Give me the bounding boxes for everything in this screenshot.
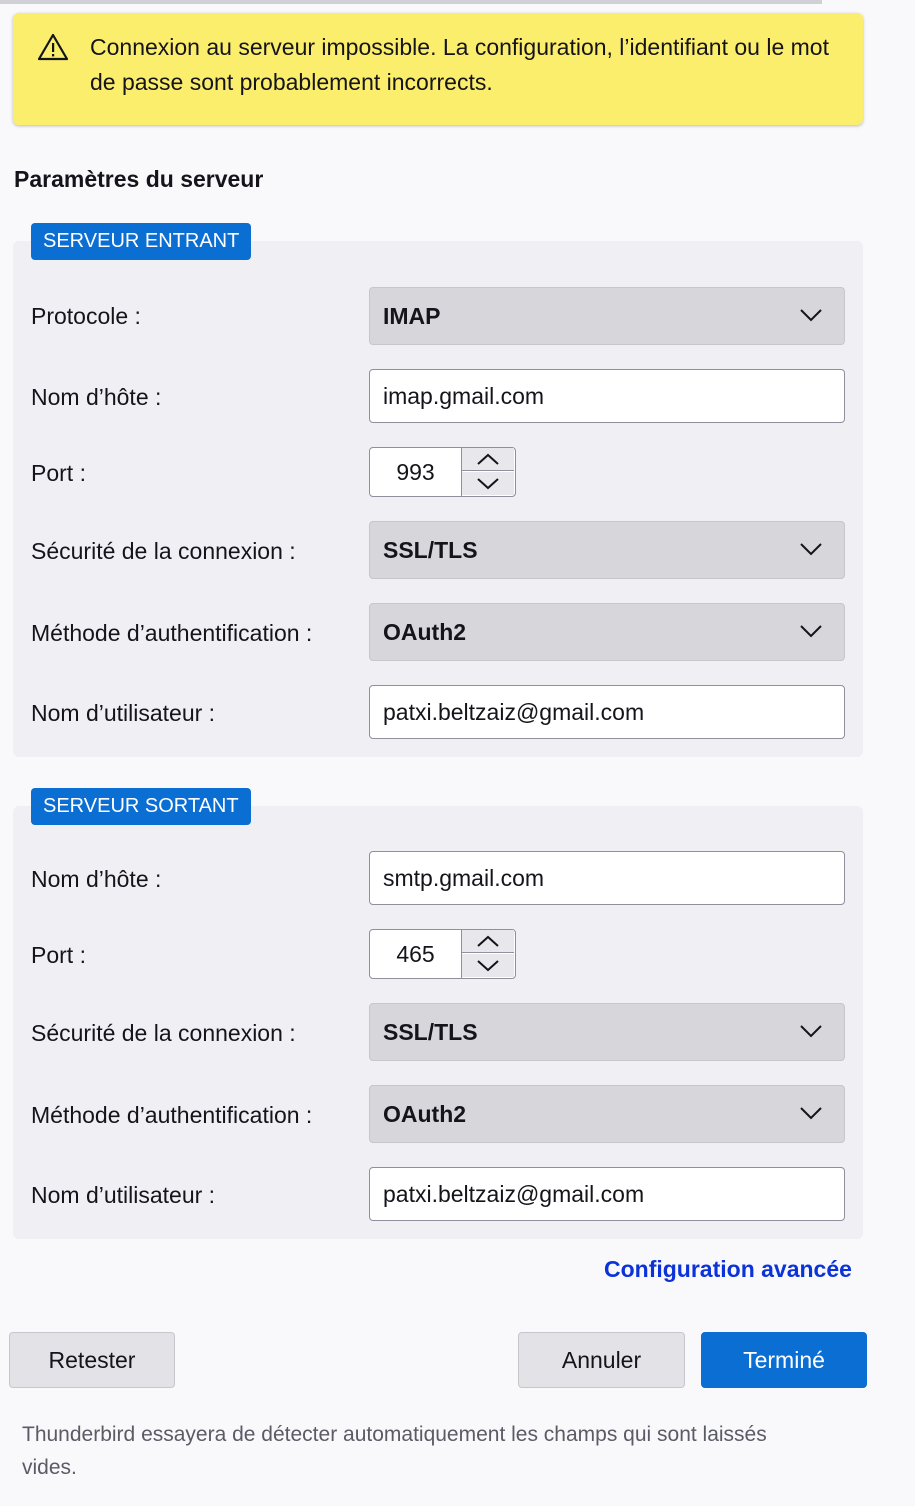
- incoming-protocol-select[interactable]: [369, 287, 845, 345]
- outgoing-hostname-label: Nom d’hôte :: [31, 866, 162, 892]
- outgoing-auth-label: Méthode d’authentification :: [31, 1102, 313, 1128]
- incoming-port-decrement-button[interactable]: [462, 472, 514, 495]
- incoming-port-increment-button[interactable]: [462, 448, 514, 471]
- error-notification: [13, 13, 863, 125]
- outgoing-port-stepper[interactable]: [369, 929, 516, 979]
- retest-button[interactable]: Retester: [9, 1332, 175, 1388]
- outgoing-hostname-value: smtp.gmail.com: [383, 865, 545, 891]
- outgoing-security-value: SSL/TLS: [383, 1019, 478, 1045]
- chevron-down-icon: [800, 1024, 822, 1038]
- protocol-label: Protocole :: [31, 303, 141, 329]
- outgoing-username-value: patxi.beltzaiz@gmail.com: [383, 1181, 645, 1207]
- outgoing-port-value: 465: [396, 941, 435, 967]
- incoming-port-spin: [461, 448, 515, 496]
- advanced-config-link[interactable]: Configuration avancée: [604, 1256, 852, 1282]
- outgoing-security-select[interactable]: [369, 1003, 845, 1061]
- outgoing-auth-select[interactable]: [369, 1085, 845, 1143]
- chevron-down-icon: [477, 959, 499, 972]
- incoming-username-value: patxi.beltzaiz@gmail.com: [383, 699, 645, 725]
- chevron-down-icon: [800, 1106, 822, 1120]
- error-message: Connexion au serveur impossible. La configuration, l’identifiant ou le mot de passe sont probablement incorrects.: [90, 34, 829, 95]
- incoming-security-select[interactable]: [369, 521, 845, 579]
- outgoing-port-label: Port :: [31, 942, 86, 968]
- incoming-port-value: 993: [396, 459, 435, 485]
- outgoing-username-input[interactable]: [369, 1167, 845, 1221]
- outgoing-server-legend: SERVEUR SORTANT: [31, 788, 251, 825]
- incoming-hostname-input[interactable]: [369, 369, 845, 423]
- incoming-auth-label: Méthode d’authentification :: [31, 620, 313, 646]
- incoming-server-legend: SERVEUR ENTRANT: [31, 223, 251, 260]
- outgoing-username-label: Nom d’utilisateur :: [31, 1182, 216, 1208]
- chevron-down-icon: [800, 542, 822, 556]
- incoming-security-label: Sécurité de la connexion :: [31, 538, 296, 564]
- outgoing-auth-value: OAuth2: [383, 1101, 467, 1127]
- incoming-port-stepper[interactable]: [369, 447, 516, 497]
- incoming-auth-value: OAuth2: [383, 619, 467, 645]
- top-scroll-indicator: [0, 0, 822, 4]
- incoming-username-label: Nom d’utilisateur :: [31, 700, 216, 726]
- incoming-hostname-value: imap.gmail.com: [383, 383, 545, 409]
- incoming-auth-select[interactable]: [369, 603, 845, 661]
- done-button[interactable]: Terminé: [701, 1332, 867, 1388]
- server-settings-title: Paramètres du serveur: [14, 166, 264, 192]
- incoming-protocol-value: IMAP: [383, 303, 441, 329]
- autodetect-hint: Thunderbird essayera de détecter automatiquement les champs qui sont laissés vides.: [22, 1423, 767, 1479]
- warning-icon: [37, 33, 69, 61]
- chevron-down-icon: [477, 477, 499, 490]
- cancel-button[interactable]: Annuler: [518, 1332, 685, 1388]
- outgoing-port-spin: [461, 930, 515, 978]
- chevron-down-icon: [800, 624, 822, 638]
- outgoing-port-increment-button[interactable]: [462, 930, 514, 953]
- incoming-hostname-label: Nom d’hôte :: [31, 384, 162, 410]
- outgoing-hostname-input[interactable]: [369, 851, 845, 905]
- chevron-down-icon: [800, 308, 822, 322]
- incoming-port-label: Port :: [31, 460, 86, 486]
- outgoing-port-decrement-button[interactable]: [462, 954, 514, 977]
- chevron-up-icon: [477, 453, 499, 466]
- incoming-security-value: SSL/TLS: [383, 537, 478, 563]
- outgoing-security-label: Sécurité de la connexion :: [31, 1020, 296, 1046]
- chevron-up-icon: [477, 935, 499, 948]
- incoming-username-input[interactable]: [369, 685, 845, 739]
